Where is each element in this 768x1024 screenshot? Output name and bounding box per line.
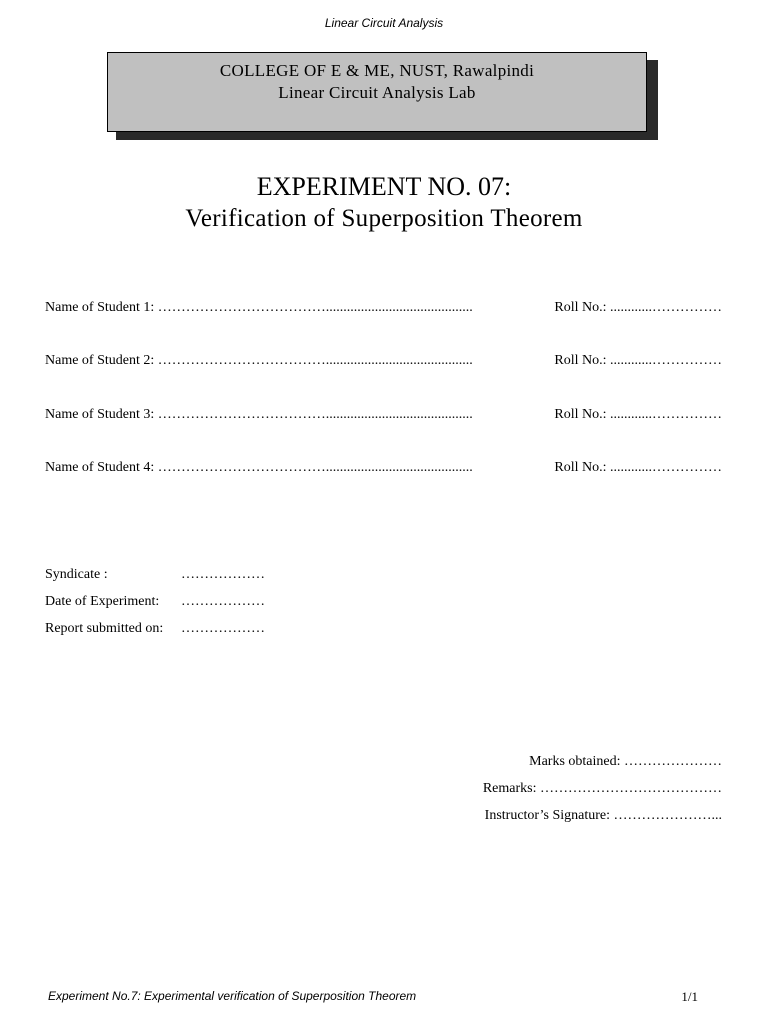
date-of-experiment-label: Date of Experiment: [45, 594, 160, 609]
report-submitted-dots: ……………… [181, 621, 265, 636]
student-2-roll-field: Roll No.: ............…………… [554, 353, 722, 368]
footer-title: Experiment No.7: Experimental verification of Superposition Theorem [48, 989, 417, 1003]
student-1-roll-field: Roll No.: ............…………… [554, 300, 722, 315]
student-3-roll-field: Roll No.: ............…………… [554, 407, 722, 422]
remarks-field: Remarks: ………………………………… [482, 781, 722, 796]
student-3-name-field: Name of Student 3: ……………………………….......................................... [45, 407, 473, 422]
syndicate-dots: ……………… [181, 567, 265, 582]
syndicate-label: Syndicate : [45, 567, 108, 582]
student-1-name-field: Name of Student 1: ……………………………….......................................... [45, 300, 473, 315]
banner-college-name: COLLEGE OF E & ME, NUST, Rawalpindi [219, 61, 535, 80]
college-banner [107, 52, 647, 132]
report-submitted-label: Report submitted on: [45, 621, 164, 636]
student-4-name-field: Name of Student 4: ……………………………….......................................... [45, 460, 473, 475]
student-2-name-field: Name of Student 2: ……………………………….......................................... [45, 353, 473, 368]
experiment-number: EXPERIMENT NO. 07: [256, 172, 512, 201]
date-of-experiment-dots: ……………… [181, 594, 265, 609]
marks-obtained-field: Marks obtained: ………………… [529, 754, 722, 769]
running-header: Linear Circuit Analysis [324, 16, 444, 30]
instructor-signature-field: Instructor’s Signature: …………………... [484, 808, 722, 823]
student-4-roll-field: Roll No.: ............…………… [554, 460, 722, 475]
experiment-title: Verification of Superposition Theorem [185, 205, 583, 232]
page-number: 1/1 [681, 989, 698, 1004]
banner-lab-name: Linear Circuit Analysis Lab [278, 83, 476, 102]
